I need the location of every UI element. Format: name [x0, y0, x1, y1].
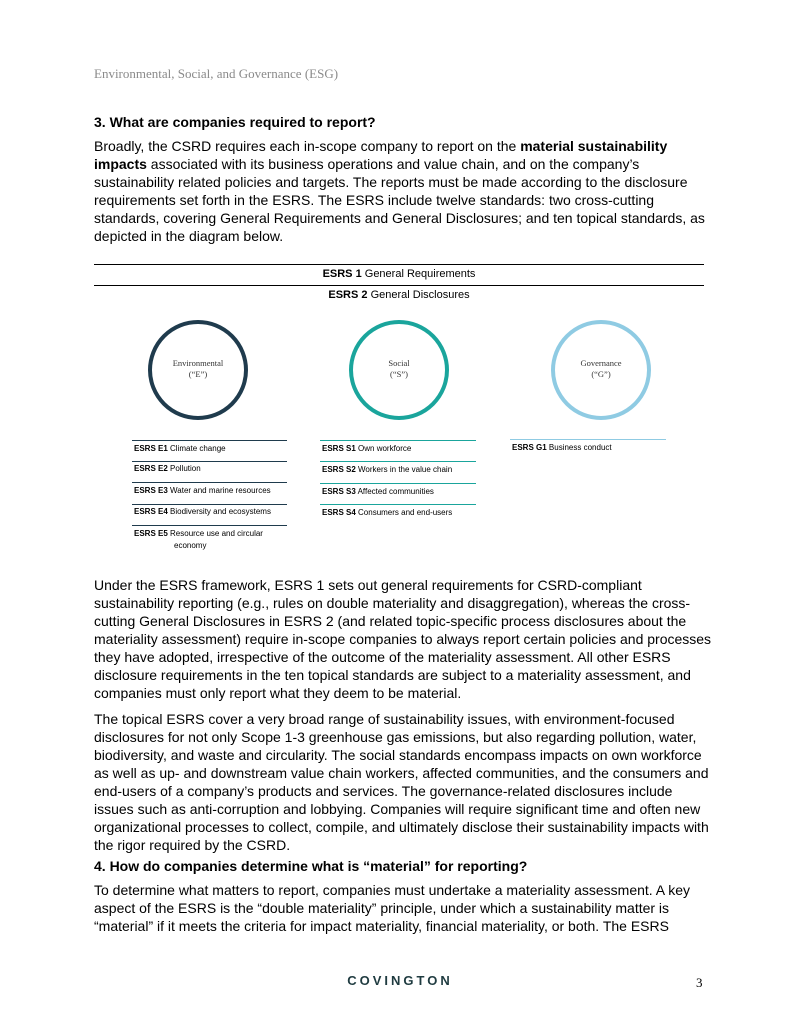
esrs-e5-continued: economy — [174, 541, 207, 550]
esrs-e4: ESRS E4 Biodiversity and ecosystems — [134, 507, 271, 516]
page-number: 3 — [696, 975, 703, 990]
section-4-heading: 4. How do companies determine what is “material” for reporting? — [94, 858, 528, 874]
middle-rule — [94, 285, 704, 286]
esrs-diagram — [94, 264, 704, 564]
bold-phrase: material sustainability impacts — [94, 138, 668, 172]
paragraph-esrs-framework: Under the ESRS framework, ESRS 1 sets out general requirements for CSRD-compliant sustainability reporting (e.g., rules on double materiality and disaggregation), whereas the cross-cutting General Disclosures in ESRS 2 (and related topic-specific process disclosures about the materiality assessment) require in-scope companies to always report certain policies and processes they have adopted, irrespective of the outcome of the materiality assessment. All other ESRS disclosure requirements in the ten topical standards are subject to a materiality assessment, and companies must only report what they deem to be material. — [94, 577, 712, 701]
s-divider — [320, 483, 476, 484]
esrs-s1: ESRS S1 Own workforce — [322, 444, 412, 453]
section-3-paragraph — [94, 137, 714, 245]
esrs-e5: ESRS E5 Resource use and circular — [134, 529, 263, 538]
esrs-g1: ESRS G1 Business conduct — [512, 443, 612, 452]
para-text: associated with its business operations and value chain, and on the company’s sustainability related policies and targets. The reports must be made according to the disclosure requirements set forth in the ESRS. The ESRS include twelve standards: two cross-cutting standards, covering General Requirements and General Disclosures; and ten topical standards, as depicted in the diagram below. — [94, 156, 705, 244]
section-4-paragraph: To determine what matters to report, companies must undertake a materiality assessment. A key aspect of the ESRS is the “double materiality” principle, under which a sustainability matter is “material” if it meets the criteria for impact materiality, financial materiality, or both. The ESRS — [94, 882, 691, 934]
s-divider — [320, 504, 476, 505]
e-divider — [132, 482, 287, 483]
esrs-s2: ESRS S2 Workers in the value chain — [322, 465, 453, 474]
g-divider — [510, 439, 666, 440]
e-divider — [132, 525, 287, 526]
paragraph-topical-esrs: The topical ESRS cover a very broad range of sustainability issues, with environment-focused disclosures for not only Scope 1-3 greenhouse gas emissions, but also regarding pollution, water, biodiversity, and waste and circularity. The social standards encompass impacts on own workforce as well as up- and downstream value chain workers, affected communities, and the consumers and end-users of a company’s products and services. The governance-related disclosures include issues such as anti-corruption and lobbying. Companies will require significant time and often new organizational processes to collect, compile, and ultimately disclose their sustainability impacts with the rigor required by the CSRD. — [94, 711, 709, 853]
covington-logo: COVINGTON — [347, 973, 453, 988]
esrs-2-label: ESRS 2 General Disclosures — [328, 289, 470, 301]
para-text: Broadly, the CSRD requires each in-scope company to report on the — [94, 138, 521, 154]
environmental-label: Environmental (“E”) — [172, 358, 224, 379]
esrs-e1: ESRS E1 Climate change — [134, 444, 226, 453]
e-divider — [132, 440, 287, 441]
esrs-1-label: ESRS 1 General Requirements — [322, 268, 476, 280]
e-divider — [132, 504, 287, 505]
e-divider — [132, 461, 287, 462]
section-3-heading: 3. What are companies required to report? — [94, 114, 376, 130]
esrs-s4: ESRS S4 Consumers and end-users — [322, 508, 453, 517]
running-header: Environmental, Social, and Governance (ESG) — [94, 66, 339, 81]
social-label: Social (“S”) — [388, 358, 410, 379]
s-divider — [320, 440, 476, 441]
esrs-s3: ESRS S3 Affected communities — [322, 487, 434, 496]
s-divider — [320, 461, 476, 462]
esrs-e2: ESRS E2 Pollution — [134, 464, 201, 473]
top-rule — [94, 264, 704, 265]
governance-label: Governance (“G”) — [580, 358, 622, 379]
esrs-e3: ESRS E3 Water and marine resources — [134, 486, 271, 495]
